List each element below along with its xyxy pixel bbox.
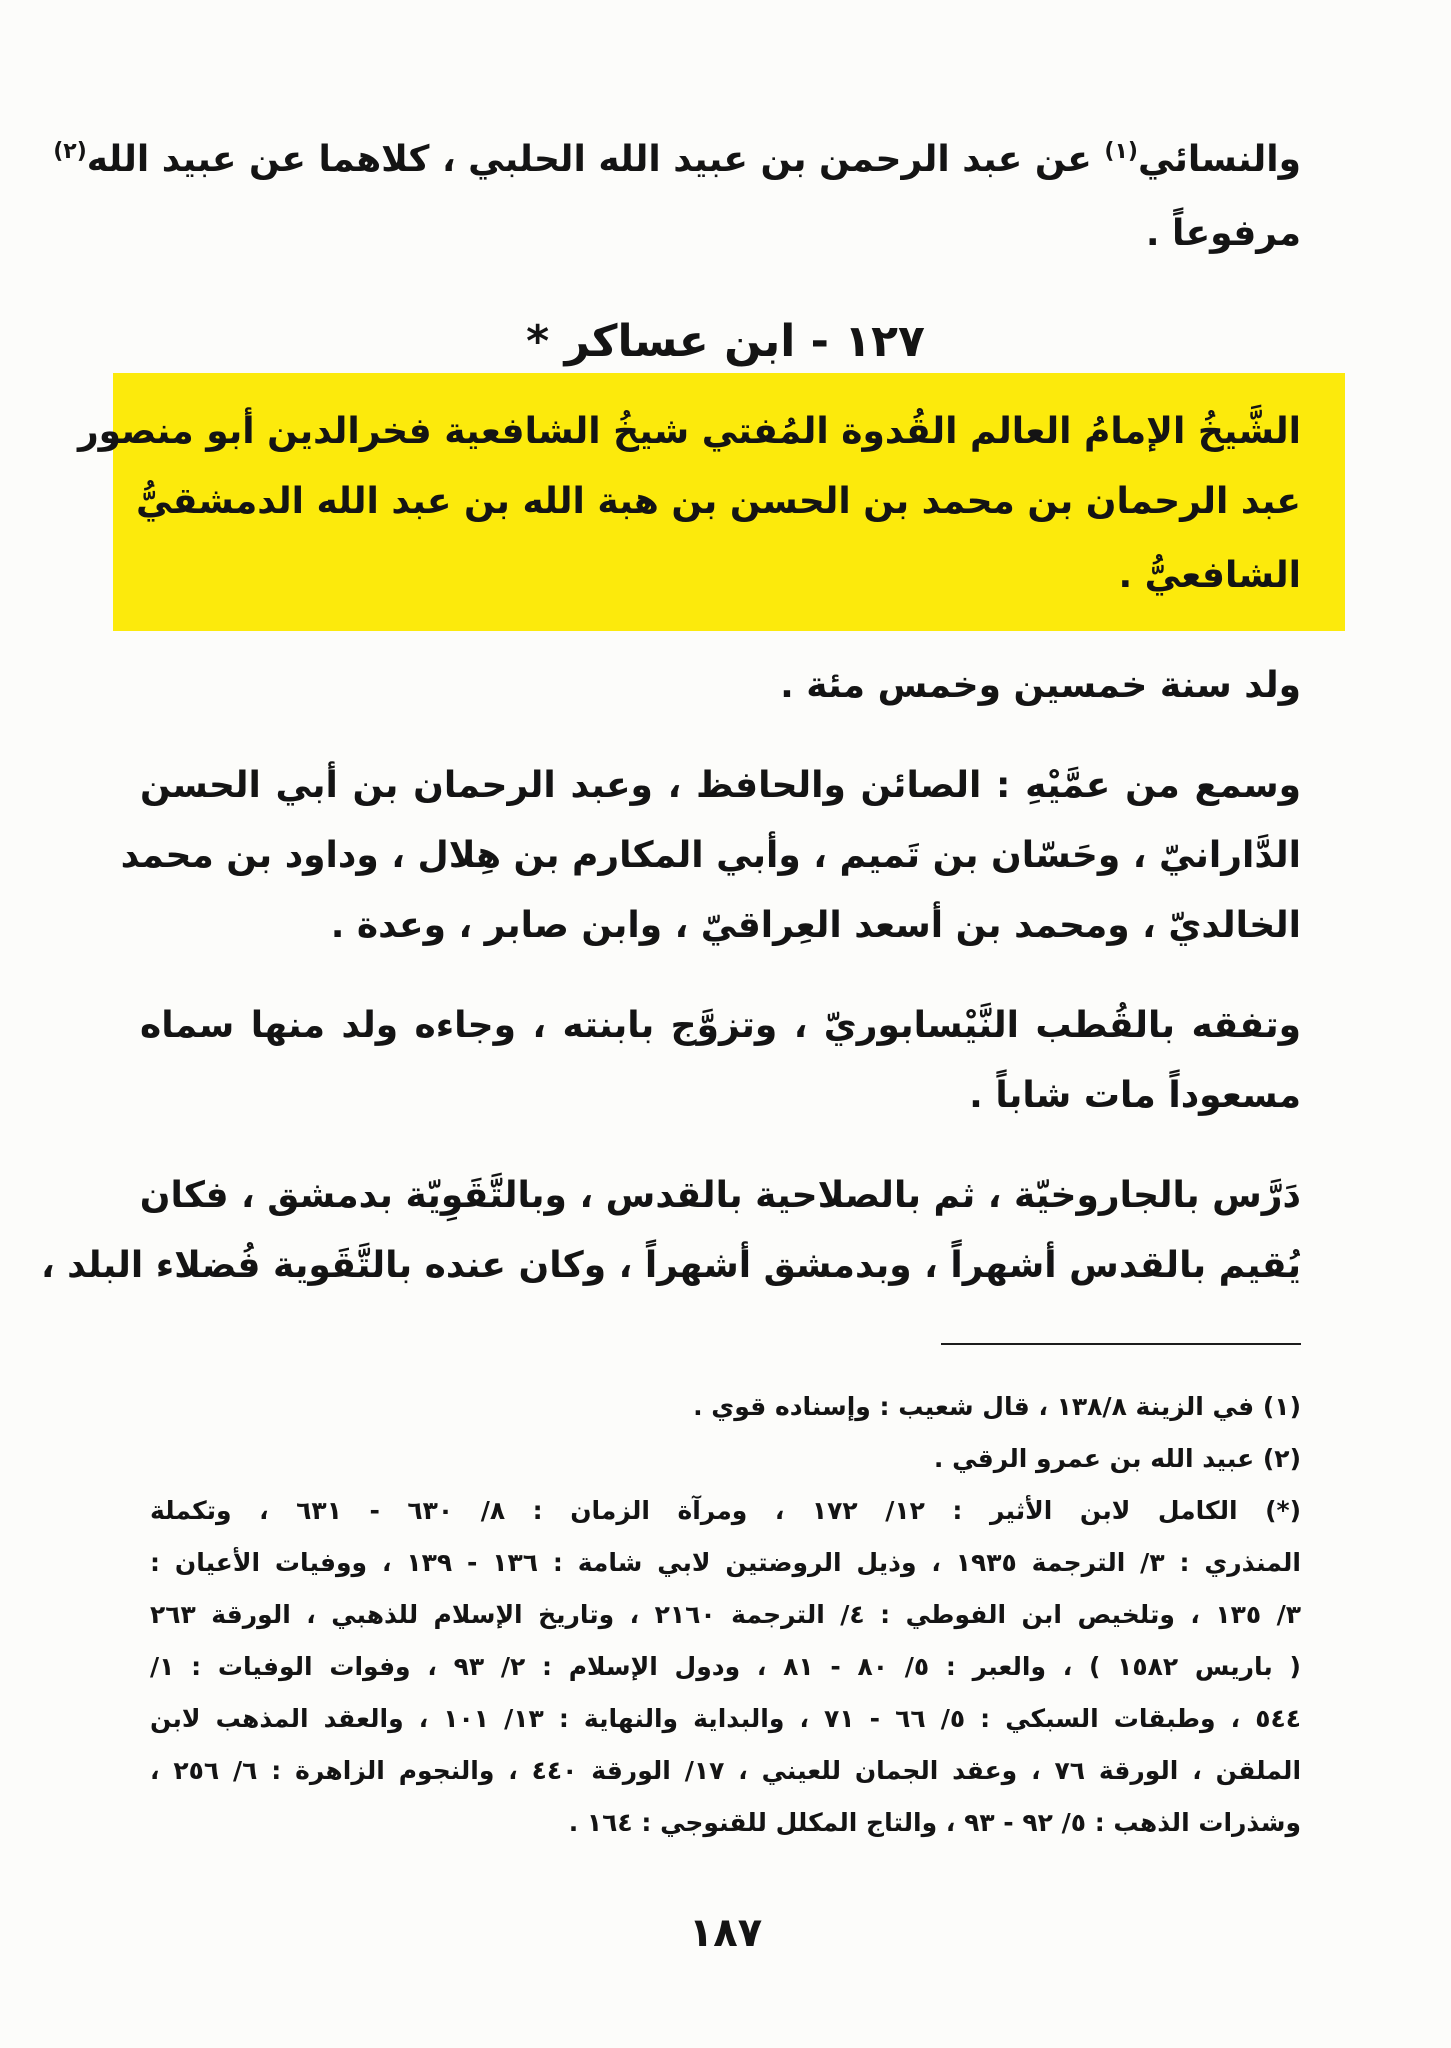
footnote-3-line-2: المنذري : ٣/ الترجمة ١٩٣٥ ، وذيل الروضتين لابي شامة : ١٣٦ - ١٣٩ ، ووفيات الأعيان : (150, 1548, 1301, 1577)
body-line-5: وتفقه بالقُطب النَّيْسابوريّ ، وتزوَّج بابنته ، وجاءه ولد منها سماه (140, 1005, 1301, 1046)
body-line-6: مسعوداً مات شاباً . (969, 1075, 1301, 1116)
body-line-4: الخالديّ ، ومحمد بن أسعد العِراقيّ ، وابن صابر ، وعدة . (330, 905, 1301, 946)
highlighted-line-3: الشافعيُّ . (1118, 555, 1301, 596)
footnote-3-line-3: ٣/ ١٣٥ ، وتلخيص ابن الفوطي : ٤/ الترجمة ٢١٦٠ ، وتاريخ الإسلام للذهبي ، الورقة ٢٦٣ (150, 1600, 1301, 1629)
page-number: ١٨٧ (688, 1910, 763, 1956)
footnote-3-line-4: ( باريس ١٥٨٢ ) ، والعبر : ٥/ ٨٠ - ٨١ ، ودول الإسلام : ٢/ ٩٣ ، وفوات الوفيات : ١/ (150, 1652, 1301, 1681)
text-line-top-2: مرفوعاً . (1145, 213, 1301, 254)
footnote-1: (١) في الزينة ١٣٨/٨ ، قال شعيب : وإسناده قوي . (693, 1392, 1301, 1421)
body-line-1: ولد سنة خمسين وخمس مئة . (780, 665, 1301, 706)
body-line-7: دَرَّس بالجاروخيّة ، ثم بالصلاحية بالقدس ، وبالتَّقَوِيّة بدمشق ، فكان (139, 1175, 1301, 1216)
footnote-divider (941, 1343, 1301, 1345)
footnote-2: (٢) عبيد الله بن عمرو الرقي . (933, 1444, 1301, 1473)
footnote-3-line-5: ٥٤٤ ، وطبقات السبكي : ٥/ ٦٦ - ٧١ ، والبداية والنهاية : ١٣/ ١٠١ ، والعقد المذهب لابن (150, 1704, 1301, 1733)
body-line-2: وسمع من عمَّيْهِ : الصائن والحافظ ، وعبد الرحمان بن أبي الحسن (140, 765, 1301, 806)
highlighted-line-2: عبد الرحمان بن محمد بن الحسن بن هبة الله بن عبد الله الدمشقيُّ (136, 481, 1301, 522)
footnote-3-line-1: (*) الكامل لابن الأثير : ١٢/ ١٧٢ ، ومرآة الزمان : ٨/ ٦٣٠ - ٦٣١ ، وتكملة (150, 1496, 1301, 1525)
text-line-top-1: والنسائي$^{(١)}$ عن عبد الرحمن بن عبيد الله الحلبي ، كلاهما عن عبيد الله$^{(٢)}$ (53, 139, 1301, 180)
entry-heading: ١٢٧ - ابن عساكر * (526, 316, 925, 367)
highlighted-line-1: الشَّيخُ الإمامُ العالم القُدوة المُفتي شيخُ الشافعية فخرالدين أبو منصور (77, 411, 1301, 452)
footnote-3-line-6: الملقن ، الورقة ٧٦ ، وعقد الجمان للعيني ، ١٧/ الورقة ٤٤٠ ، والنجوم الزاهرة : ٦/ ٢٥٦ ، (150, 1756, 1302, 1785)
footnote-3-line-7: وشذرات الذهب : ٥/ ٩٢ - ٩٣ ، والتاج المكلل للقنوجي : ١٦٤ . (568, 1808, 1301, 1837)
body-line-3: الدَّارانيّ ، وحَسّان بن تَميم ، وأبي المكارم بن هِلال ، وداود بن محمد (120, 835, 1301, 876)
body-line-8: يُقيم بالقدس أشهراً ، وبدمشق أشهراً ، وكان عنده بالتَّقَوية فُضلاء البلد ، (40, 1245, 1301, 1286)
